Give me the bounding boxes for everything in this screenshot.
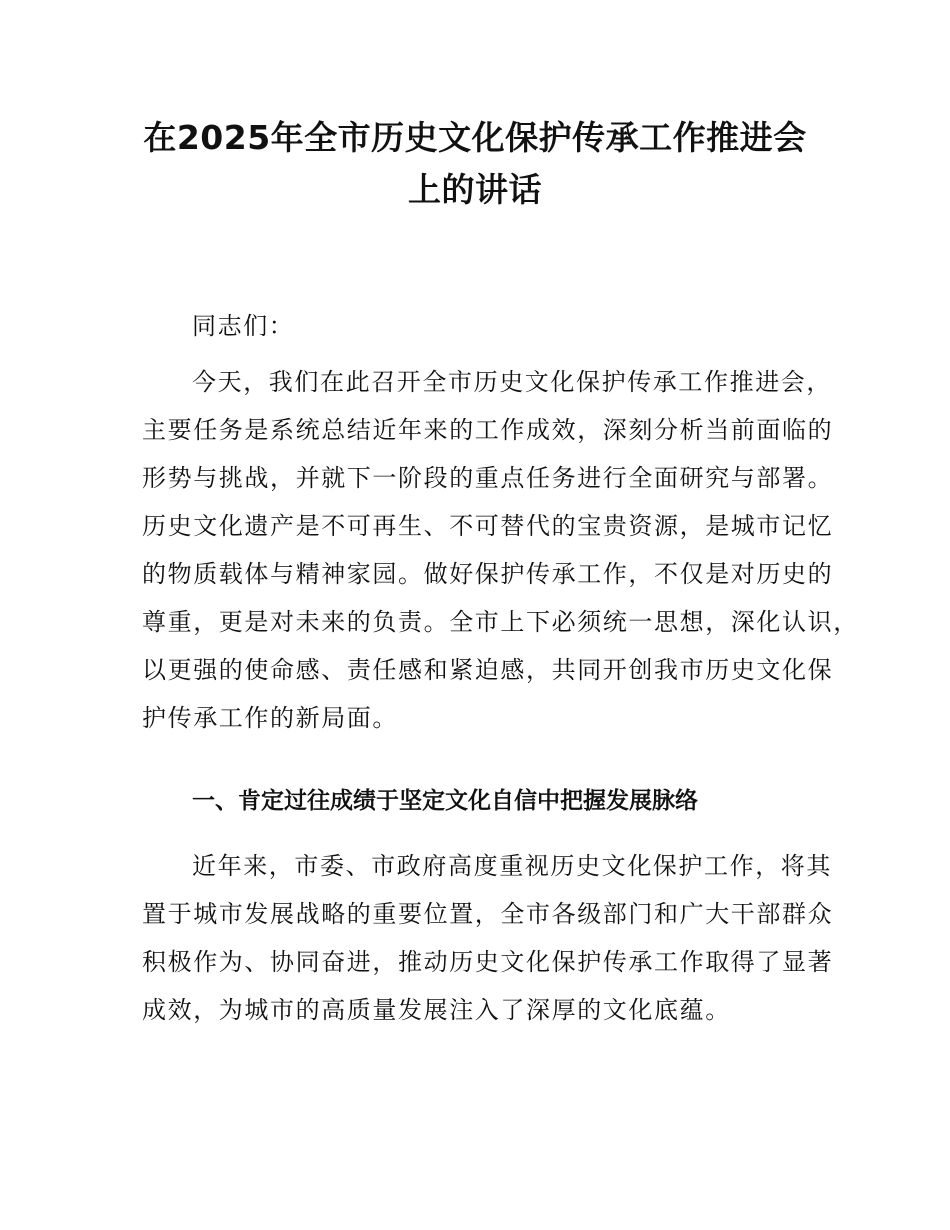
paragraph-line: 尊重，更是对未来的负责。全市上下必须统一思想，深化认识， [142,608,859,636]
paragraph-line: 今天，我们在此召开全市历史文化保护传承工作推进会， [192,368,832,396]
paragraph-line: 历史文化遗产是不可再生、不可替代的宝贵资源，是城市记忆 [142,512,834,540]
paragraph-line: 以更强的使命感、责任感和紧迫感，共同开创我市历史文化保 [142,656,834,684]
document-title [120,112,830,216]
title-line-2: 上的讲话 [408,170,542,209]
paragraph-line: 置于城市发展战略的重要位置，全市各级部门和广大干部群众 [142,900,834,928]
paragraph-line: 的物质载体与精神家园。做好保护传承工作，不仅是对历史的 [142,560,834,588]
paragraph-line: 成效，为城市的高质量发展注入了深厚的文化底蕴。 [142,996,731,1024]
paragraph-line: 护传承工作的新局面。 [142,704,398,732]
title-line-1: 在2025年全市历史文化保护传承工作推进会 [143,118,807,157]
paragraph-line: 近年来，市委、市政府高度重视历史文化保护工作，将其 [192,852,832,880]
section-heading-1: 一、肯定过往成绩于坚定文化自信中把握发展脉络 [192,788,698,814]
paragraph-line: 积极作为、协同奋进，推动历史文化保护传承工作取得了显著 [142,948,834,976]
paragraph-line: 主要任务是系统总结近年来的工作成效，深刻分析当前面临的 [142,416,834,444]
salutation: 同志们： [192,312,295,340]
paragraph-line: 形势与挑战，并就下一阶段的重点任务进行全面研究与部署。 [142,464,834,492]
